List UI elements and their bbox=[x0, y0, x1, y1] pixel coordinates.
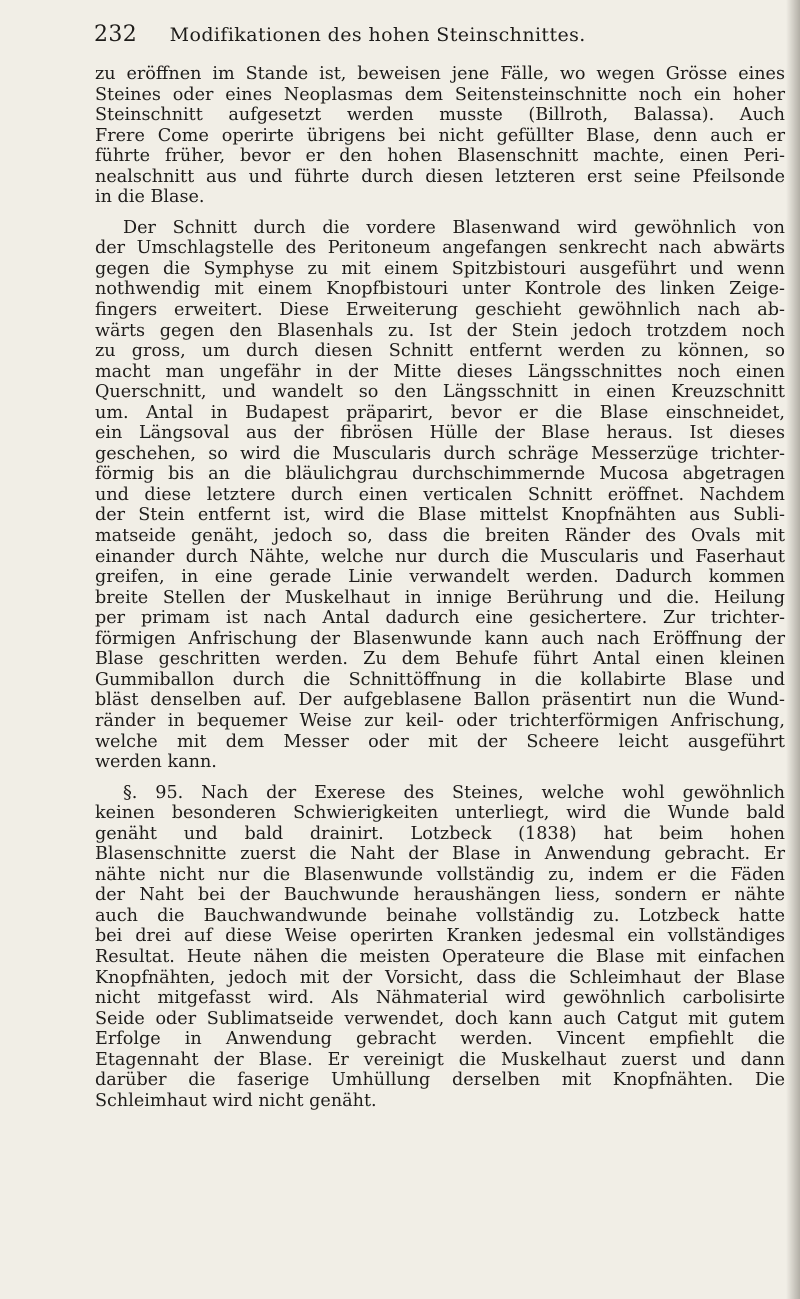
text-line: Blasenschnitte zuerst die Naht der Blase in Anwendung gebracht. Er bbox=[95, 844, 785, 865]
text-line: Querschnitt, und wandelt so den Längsschnitt in einen Kreuzschnitt bbox=[95, 382, 785, 403]
text-line: greifen, in eine gerade Linie verwandelt werden. Dadurch kommen bbox=[95, 567, 785, 588]
text-line: nähte nicht nur die Blasenwunde vollständig zu, indem er die Fäden bbox=[95, 864, 785, 885]
body-text bbox=[95, 64, 785, 1111]
paragraph bbox=[95, 783, 785, 1112]
text-line: der Umschlagstelle des Peritoneum angefangen senkrecht nach abwärts bbox=[95, 238, 785, 259]
text-line: Steines oder eines Neoplasmas dem Seitensteinschnitte noch ein hoher bbox=[95, 84, 785, 105]
text-line: gegen die Symphyse zu mit einem Spitzbistouri ausgeführt und wenn bbox=[95, 258, 785, 279]
text-line: führte früher, bevor er den hohen Blasenschnitt machte, einen Peri- bbox=[95, 146, 785, 167]
text-line: fingers erweitert. Diese Erweiterung geschieht gewöhnlich nach ab- bbox=[95, 300, 785, 321]
text-line: Blase geschritten werden. Zu dem Behufe führt Antal einen kleinen bbox=[95, 649, 785, 670]
text-line: ränder in bequemer Weise zur keil- oder trichterförmigen Anfrischung, bbox=[95, 710, 785, 731]
text-line: genäht und bald drainirt. Lotzbeck (1838) hat beim hohen bbox=[95, 823, 785, 844]
text-line: §. 95. Nach der Exerese des Steines, welche wohl gewöhnlich bbox=[123, 782, 785, 803]
text-line: der Naht bei der Bauchwunde heraushängen liess, sondern er nähte bbox=[95, 885, 785, 906]
text-line: keinen besonderen Schwierigkeiten unterliegt, wird die Wunde bald bbox=[95, 803, 785, 824]
text-line: Der Schnitt durch die vordere Blasenwand wird gewöhnlich von bbox=[123, 217, 785, 238]
paragraph bbox=[95, 64, 785, 208]
text-line: förmigen Anfrischung der Blasenwunde kann auch nach Eröffnung der bbox=[95, 628, 785, 649]
text-line: der Stein entfernt ist, wird die Blase mittelst Knopfnähten aus Subli- bbox=[95, 505, 785, 526]
text-line: und diese letztere durch einen verticalen Schnitt eröffnet. Nachdem bbox=[95, 484, 785, 505]
text-line: Gummiballon durch die Schnittöffnung in die kollabirte Blase und bbox=[95, 669, 785, 690]
text-line: bei drei auf diese Weise operirten Kranken jedesmal ein vollständiges bbox=[95, 926, 785, 947]
text-line: geschehen, so wird die Muscularis durch schräge Messerzüge trichter- bbox=[95, 443, 785, 464]
text-line: Knopfnähten, jedoch mit der Vorsicht, dass die Schleimhaut der Blase bbox=[95, 967, 785, 988]
page-edge-shadow bbox=[786, 0, 800, 1299]
text-line: Etagennaht der Blase. Er vereinigt die Muskelhaut zuerst und dann bbox=[95, 1049, 785, 1070]
text-line: Resultat. Heute nähen die meisten Operateure die Blase mit einfachen bbox=[95, 946, 785, 967]
text-line: auch die Bauchwandwunde beinahe vollständig zu. Lotzbeck hatte bbox=[95, 905, 785, 926]
page-header bbox=[94, 22, 586, 47]
text-line: per primam ist nach Antal dadurch eine gesichertere. Zur trichter- bbox=[95, 608, 785, 629]
text-line: ein Längsoval aus der fibrösen Hülle der Blase heraus. Ist dieses bbox=[95, 423, 785, 444]
text-line: nealschnitt aus und führte durch diesen letzteren erst seine Pfeilsonde bbox=[95, 166, 785, 187]
text-line: zu eröffnen im Stande ist, beweisen jene Fälle, wo wegen Grösse eines bbox=[95, 64, 785, 84]
text-line: in die Blase. bbox=[95, 187, 205, 208]
text-line: werden kann. bbox=[95, 752, 217, 773]
text-line: Schleimhaut wird nicht genäht. bbox=[95, 1090, 377, 1111]
text-line: nicht mitgefasst wird. Als Nähmaterial wird gewöhnlich carbolisirte bbox=[95, 988, 785, 1009]
text-line: matseide genäht, jedoch so, dass die breiten Ränder des Ovals mit bbox=[95, 526, 785, 547]
text-line: förmig bis an die bläulichgrau durchschimmernde Mucosa abgetragen bbox=[95, 464, 785, 485]
text-line: Frere Come operirte übrigens bei nicht gefüllter Blase, denn auch er bbox=[95, 125, 785, 146]
text-line: Erfolge in Anwendung gebracht werden. Vincent empfiehlt die bbox=[95, 1029, 785, 1050]
paragraph-gap bbox=[95, 773, 785, 783]
text-line: macht man ungefähr in der Mitte dieses Längsschnittes noch einen bbox=[95, 361, 785, 382]
text-line: um. Antal in Budapest präparirt, bevor er die Blase einschneidet, bbox=[95, 402, 785, 423]
text-line: darüber die faserige Umhüllung derselben mit Knopfnähten. Die bbox=[95, 1070, 785, 1091]
paragraph bbox=[95, 218, 785, 773]
text-line: Seide oder Sublimatseide verwendet, doch kann auch Catgut mit gutem bbox=[95, 1008, 785, 1029]
text-line: bläst denselben auf. Der aufgeblasene Ballon präsentirt nun die Wund- bbox=[95, 690, 785, 711]
text-line: zu gross, um durch diesen Schnitt entfernt werden zu können, so bbox=[95, 341, 785, 362]
text-line: einander durch Nähte, welche nur durch die Muscularis und Faserhaut bbox=[95, 546, 785, 567]
running-title: Modifikationen des hohen Steinschnittes. bbox=[169, 24, 586, 46]
text-line: Steinschnitt aufgesetzt werden musste (Billroth, Balassa). Auch bbox=[95, 105, 785, 126]
text-line: wärts gegen den Blasenhals zu. Ist der Stein jedoch trotzdem noch bbox=[95, 320, 785, 341]
page-number: 232 bbox=[94, 22, 138, 47]
text-line: welche mit dem Messer oder mit der Scheere leicht ausgeführt bbox=[95, 731, 785, 752]
text-line: nothwendig mit einem Knopfbistouri unter Kontrole des linken Zeige- bbox=[95, 279, 785, 300]
paragraph-gap bbox=[95, 208, 785, 218]
text-line: breite Stellen der Muskelhaut in innige Berührung und die. Heilung bbox=[95, 587, 785, 608]
